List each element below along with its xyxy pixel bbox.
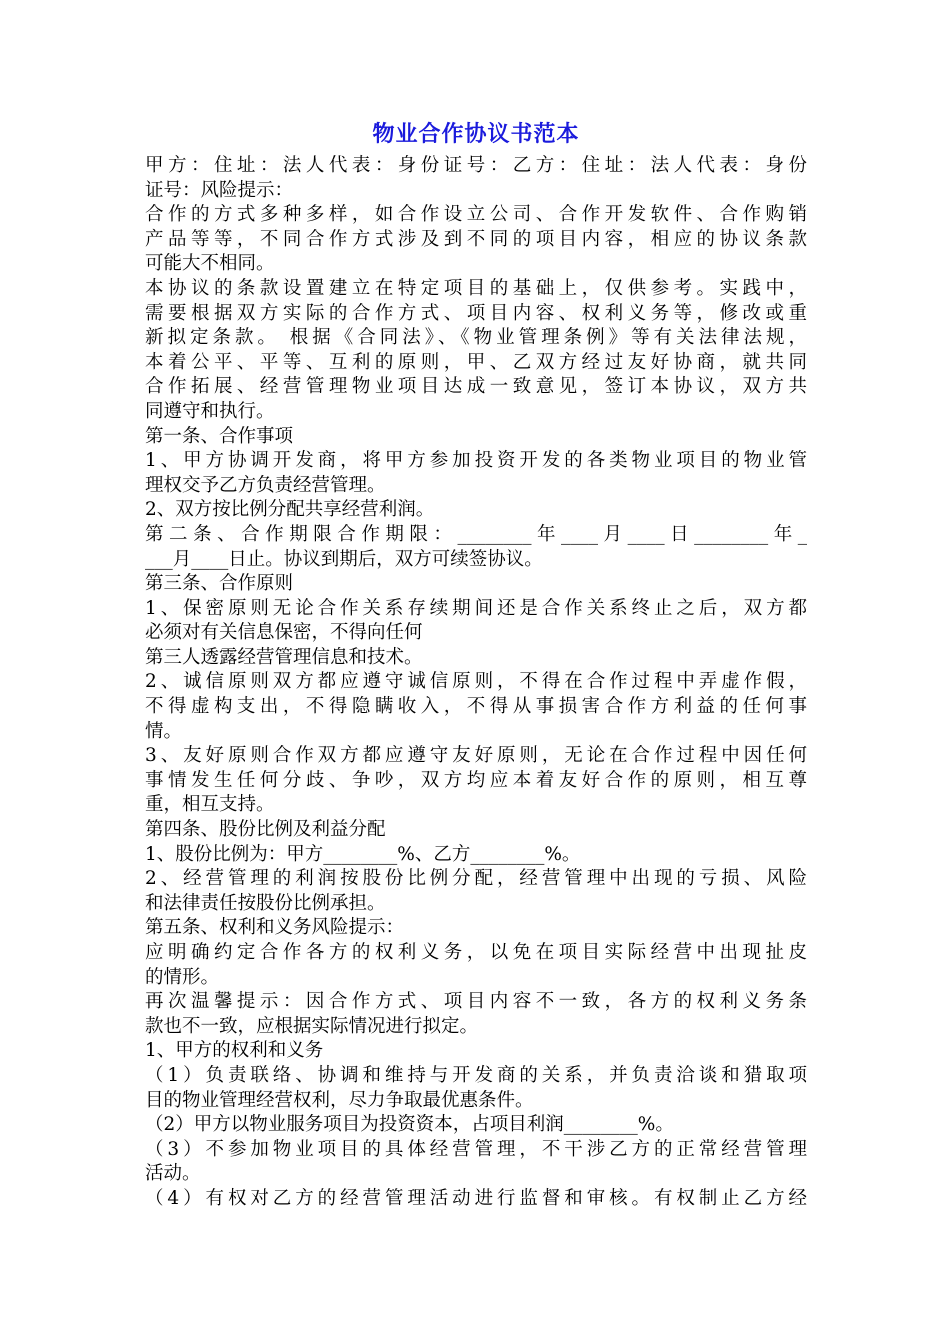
text-line: （1）负责联络、协调和维持与开发商的关系，并负责洽谈和猎取项: [145, 1064, 807, 1086]
document-title: 物业合作协议书范本: [372, 122, 580, 147]
text-line: 2、双方按比例分配共享经营利润。: [145, 499, 435, 521]
text-line: 1、甲方的权利和义务: [145, 1040, 324, 1062]
text-line: 第三条、合作原则: [145, 573, 294, 595]
text-line: 同遵守和执行。: [145, 400, 275, 422]
text-line: 第二条、合作期限合作期限：________年____月____日________年_: [145, 523, 807, 545]
text-line: 活动。: [145, 1163, 201, 1185]
text-line: 1、保密原则无论合作关系存续期间还是合作关系终止之后，双方都: [145, 597, 807, 619]
text-line: 合作的方式多种多样，如合作设立公司、合作开发软件、合作购销: [145, 204, 807, 226]
text-line: 情。: [145, 720, 183, 742]
text-line: 应明确约定合作各方的权利义务，以免在项目实际经营中出现扯皮: [145, 942, 807, 963]
text-line: 和法律责任按股份比例承担。: [145, 892, 386, 914]
text-line: 甲方：住址：法人代表：身份证号：乙方：住址：法人代表：身份: [145, 155, 807, 176]
text-line: 事情发生任何分歧、争吵，双方均应本着友好合作的原则，相互尊: [145, 769, 807, 791]
text-line: 证号：风险提示：: [145, 179, 294, 201]
text-line: 合作拓展、经营管理物业项目达成一致意见，签订本协议，双方共: [145, 376, 807, 398]
text-line: 必须对有关信息保密，不得向任何: [145, 622, 423, 644]
text-line: 理权交予乙方负责经营管理。: [145, 474, 386, 496]
text-line: （4）有权对乙方的经营管理活动进行监督和审核。有权制止乙方经: [145, 1187, 807, 1209]
text-line: 再次温馨提示：因合作方式、项目内容不一致，各方的权利义务条: [145, 991, 807, 1013]
text-line: （3）不参加物业项目的具体经营管理，不干涉乙方的正常经营管理: [145, 1138, 807, 1160]
text-line: 本着公平、平等、互利的原则，甲、乙双方经过友好协商，就共同: [145, 351, 807, 373]
text-line: 第四条、股份比例及利益分配: [145, 819, 386, 841]
text-line: 产品等等，不同合作方式涉及到不同的项目内容，相应的协议条款: [145, 228, 807, 250]
text-line: 1、甲方协调开发商，将甲方参加投资开发的各类物业项目的物业管: [145, 450, 807, 472]
text-line: 第五条、权利和义务风险提示：: [145, 917, 405, 939]
text-line: 新拟定条款。 根据《合同法》、《物业管理条例》等有关法律法规，: [145, 327, 807, 349]
text-line: 第一条、合作事项: [145, 425, 294, 447]
text-line: （2）甲方以物业服务项目为投资资本，占项目利润________%。: [145, 1114, 674, 1136]
text-line: 2、诚信原则双方都应遵守诚信原则，不得在合作过程中弄虚作假，: [145, 671, 807, 693]
text-line: 款也不一致，应根据实际情况进行拟定。: [145, 1015, 479, 1037]
text-line: 3、友好原则合作双方都应遵守友好原则，无论在合作过程中因任何: [145, 745, 807, 767]
text-line: 不得虚构支出，不得隐瞒收入，不得从事损害合作方利益的任何事: [145, 696, 807, 718]
document-text: [145, 154, 807, 1212]
text-line: 本协议的条款设置建立在特定项目的基础上，仅供参考。实践中，: [145, 277, 807, 299]
text-line: 2、经营管理的利润按股份比例分配，经营管理中出现的亏损、风险: [145, 868, 807, 890]
text-line: 第三人透露经营管理信息和技术。: [145, 646, 423, 668]
text-line: 可能大不相同。: [145, 253, 275, 275]
text-line: 的情形。: [145, 966, 220, 988]
text-line: 需要根据双方实际的合作方式、项目内容、权利义务等，修改或重: [145, 302, 807, 324]
document-body: [145, 118, 807, 1212]
text-line: 1、股份比例为：甲方________%、乙方________%。: [145, 843, 581, 865]
text-line: ___月____日止。协议到期后，双方可续签协议。: [145, 548, 543, 570]
text-line: 重，相互支持。: [145, 794, 275, 816]
text-line: 目的物业管理经营权利，尽力争取最优惠条件。: [145, 1089, 534, 1111]
